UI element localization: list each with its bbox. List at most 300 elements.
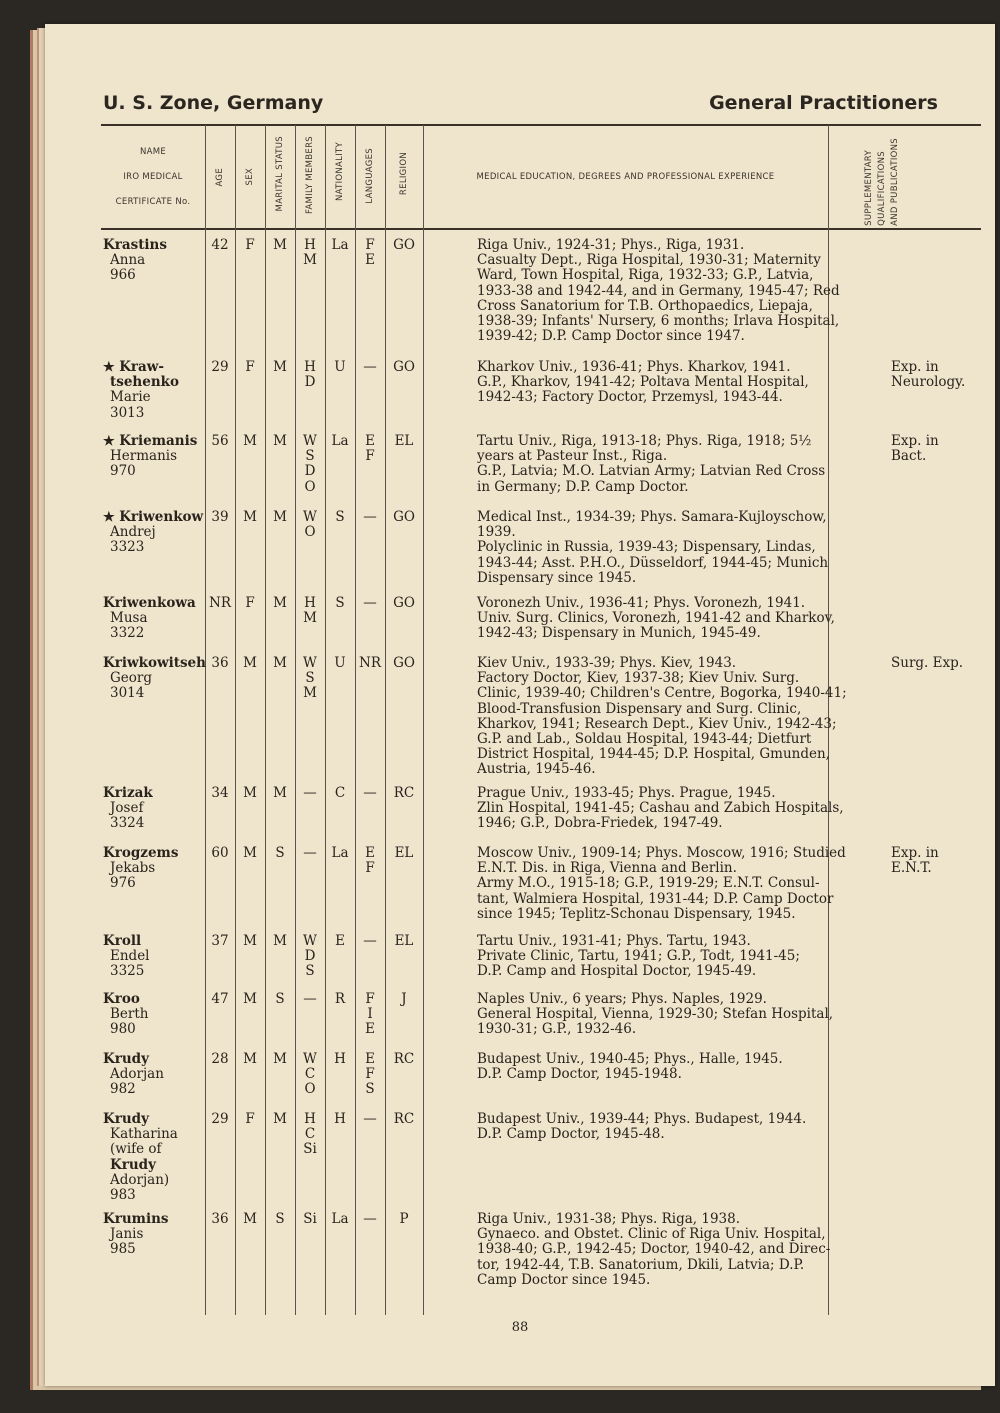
entry-surname: Kroll (103, 933, 142, 949)
entry-languages-line: E (365, 433, 375, 449)
entry-education-line: 1939-42; D.P. Camp Doctor since 1947. (477, 328, 745, 345)
entry-education (477, 1112, 873, 1142)
entry-age: 37 (211, 933, 229, 949)
entry-age: 34 (211, 785, 229, 801)
entry-name-line: Janis (110, 1226, 144, 1243)
star-icon: ★ (103, 510, 120, 525)
entry-religion: EL (394, 433, 414, 449)
entry-name-block (103, 1212, 215, 1258)
entry-education-line: Camp Doctor since 1945. (477, 1271, 651, 1288)
entry-languages (355, 992, 385, 1038)
entry-family-line: Si (303, 1141, 317, 1158)
entry-name-line: Anna (110, 252, 146, 269)
entry-age: 47 (211, 991, 229, 1007)
entry-name-line: 976 (110, 875, 136, 892)
column-header-education-label: MEDICAL EDUCATION, DEGREES AND PROFESSIONAL EXPERIENCE (476, 172, 775, 182)
entry-education-line: Casualty Dept., Riga Hospital, 1930-31; Maternity (477, 252, 821, 269)
entry-name-line: Endel (110, 948, 150, 965)
entry-name-line: Jekabs (110, 860, 156, 877)
entry-surname: Kroo (103, 991, 140, 1007)
entry-education-line: 1938-39; Infants' Nursery, 6 months; Irlava Hospital, (477, 313, 840, 330)
column-header-supp-line1: SUPPLEMENTARY (863, 150, 874, 226)
column-header-nationality (325, 126, 355, 228)
column-header-name-line1: NAME (139, 146, 167, 157)
entry-languages (355, 510, 385, 525)
entry-education (477, 934, 873, 980)
entry-age: 39 (211, 509, 229, 525)
divider-nationality (355, 125, 356, 1315)
entry-nationality: La (331, 433, 349, 449)
column-header-supp-line3: AND PUBLICATIONS (889, 138, 900, 226)
entry-marital: M (273, 359, 287, 375)
column-header-sex (235, 126, 265, 228)
entry-education (477, 1052, 873, 1082)
entry-family-line: H (304, 359, 316, 375)
entry-family (295, 238, 325, 268)
entry-age: 56 (211, 433, 229, 449)
entry-name-block (103, 846, 215, 892)
entry-family-line: C (304, 1066, 316, 1083)
entry-family (295, 1052, 325, 1098)
entry-nationality: E (335, 933, 345, 949)
entry-sex: F (245, 1111, 255, 1127)
entry-languages-line: E (365, 1051, 375, 1067)
entry-education-line: District Hospital, 1944-45; D.P. Hospital, Gmunden, (477, 746, 830, 763)
entry-nationality: H (334, 1111, 346, 1127)
column-header-marital-label: MARITAL STATUS (275, 136, 285, 212)
entry-sex: M (243, 1211, 257, 1227)
entry-languages-line: F (365, 991, 375, 1007)
entry-family-line: O (304, 1081, 316, 1098)
entry-education (477, 1212, 873, 1288)
entry-education-line: Kiev Univ., 1933-39; Phys. Kiev, 1943. (477, 655, 737, 671)
entry-languages-line: — (363, 595, 377, 611)
entry-education-line: 1933-38 and 1942-44, and in Germany, 1945-47; Red (477, 282, 840, 299)
entry-religion: P (399, 1211, 409, 1227)
entry-sex: M (243, 433, 257, 449)
entry-surname: Kriwenkow (119, 509, 204, 525)
entry-name-line: 980 (110, 1021, 136, 1038)
column-header-languages (355, 126, 385, 228)
entry-education-line: G.P. and Lab., Soldau Hospital, 1943-44; Dietfurt (477, 731, 812, 748)
entry-education-line: Riga Univ., 1931-38; Phys. Riga, 1938. (477, 1211, 741, 1227)
entry-education-line: tant, Walmiera Hospital, 1931-44; D.P. Camp Doctor (477, 890, 834, 907)
entry-education-line: Cross Sanatorium for T.B. Orthopaedics, Liepaja, (477, 297, 813, 314)
entry-education-line: G.P., Latvia; M.O. Latvian Army; Latvian Red Cross (477, 463, 826, 480)
entry-education-line: Factory Doctor, Kiev, 1937-38; Kiev Univ. Surg. (477, 670, 800, 687)
entry-languages-line: S (365, 1081, 375, 1098)
entry-name-line: (wife of (110, 1141, 162, 1158)
entry-age: 42 (211, 237, 229, 253)
entry-education-line: years at Pasteur Inst., Riga. (477, 448, 668, 465)
page (45, 24, 995, 1386)
entry-name-block (103, 934, 215, 980)
column-header-name (101, 126, 205, 228)
entry-name-line: 3013 (110, 404, 145, 421)
entry-education-line: Army M.O., 1915-18; G.P., 1919-29; E.N.T. Consul- (477, 875, 820, 892)
entry-surname: Kriwenkowa (103, 595, 196, 611)
entry-surname: Kriemanis (119, 433, 198, 449)
entry-family (295, 656, 325, 702)
entry-languages-line: NR (359, 655, 381, 671)
entry-name-line: Krudy (110, 1156, 156, 1173)
entry-education-line: Kharkov, 1941; Research Dept., Kiev Univ., 1942-43; (477, 715, 837, 732)
star-icon: ★ (103, 360, 120, 375)
entry-nationality: S (335, 595, 345, 611)
entry-name-line: 982 (110, 1081, 136, 1098)
entry-education-line: 1939. (477, 524, 516, 541)
entry-education (477, 238, 873, 344)
entry-religion: GO (393, 509, 415, 525)
entry-sex: F (245, 237, 255, 253)
entry-languages-line: — (363, 509, 377, 525)
entry-education-line: E.N.T. Dis. in Riga, Vienna and Berlin. (477, 860, 737, 877)
entry-family-line: O (304, 478, 316, 495)
entry-education-line: Clinic, 1939-40; Children's Centre, Bogorka, 1940-41; (477, 685, 847, 702)
entry-education-line: Prague Univ., 1933-45; Phys. Prague, 1945. (477, 785, 776, 801)
entry-age: 28 (211, 1051, 229, 1067)
header-zone-title: U. S. Zone, Germany (103, 92, 324, 114)
entry-supp (891, 656, 991, 671)
entry-family-line: W (303, 509, 317, 525)
entry-family (295, 934, 325, 980)
entry-sex: M (243, 655, 257, 671)
entry-sex: F (245, 595, 255, 611)
entry-languages-line: — (363, 785, 377, 801)
entry-sex: M (243, 845, 257, 861)
entry-languages (355, 786, 385, 801)
entry-family-line: M (303, 685, 317, 702)
entry-education-line: D.P. Camp and Hospital Doctor, 1945-49. (477, 963, 757, 980)
entry-education (477, 846, 873, 922)
entry-languages (355, 934, 385, 949)
entry-family (295, 596, 325, 626)
column-header-sex-label: SEX (245, 168, 255, 186)
entry-marital: M (273, 655, 287, 671)
entry-sex: M (243, 933, 257, 949)
entry-age: NR (209, 595, 231, 611)
entry-family (295, 1112, 325, 1158)
entry-education-line: 1938-40; G.P., 1942-45; Doctor, 1940-42, and Direc- (477, 1241, 831, 1258)
divider-languages (385, 125, 386, 1315)
entry-languages-line: I (367, 1006, 373, 1023)
entry-nationality: H (334, 1051, 346, 1067)
entry-name-line: 3325 (110, 963, 145, 980)
entry-nationality: U (334, 359, 346, 375)
entry-family-line: — (303, 785, 317, 801)
column-header-supp-line2: QUALIFICATIONS (876, 151, 887, 226)
entry-family (295, 360, 325, 390)
column-header-age (205, 126, 235, 228)
entry-religion: RC (393, 1051, 415, 1067)
entry-supp-line: Surg. Exp. (891, 655, 964, 671)
entry-name-line: Adorjan) (110, 1171, 170, 1188)
entry-education (477, 434, 873, 495)
entry-education-line: Tartu Univ., 1931-41; Phys. Tartu, 1943. (477, 933, 751, 949)
entry-family-line: W (303, 655, 317, 671)
entry-name-block (103, 992, 215, 1038)
entry-family-line: D (304, 463, 316, 480)
entry-languages (355, 596, 385, 611)
entry-languages-line: — (363, 933, 377, 949)
page-number: 88 (511, 1320, 529, 1335)
entry-marital: M (273, 933, 287, 949)
entry-education-line: Naples Univ., 6 years; Phys. Naples, 1929. (477, 991, 767, 1007)
entry-education-line: 1942-43; Factory Doctor, Przemysl, 1943-44. (477, 389, 783, 406)
entry-name-block (103, 1112, 215, 1203)
entry-education-line: Moscow Univ., 1909-14; Phys. Moscow, 1916; Studied (477, 845, 846, 861)
entry-supp-line: Bact. (891, 448, 927, 465)
entry-marital: M (273, 509, 287, 525)
entry-name-block (103, 434, 215, 480)
entry-education-line: 1946; G.P., Dobra-Friedek, 1947-49. (477, 815, 723, 832)
entry-family-line: — (303, 845, 317, 861)
entry-education (477, 510, 873, 586)
entry-family-line: D (304, 374, 316, 391)
entry-education (477, 360, 873, 406)
entry-supp-line: Exp. in (891, 359, 939, 375)
entry-nationality: La (331, 237, 349, 253)
entry-education-line: Zlin Hospital, 1941-45; Cashau and Zabich Hospitals, (477, 800, 844, 817)
entry-education-line: Medical Inst., 1934-39; Phys. Samara-Kujloyschow, (477, 509, 827, 525)
entry-family-line: S (305, 963, 315, 980)
entry-marital: M (273, 595, 287, 611)
entry-education-line: Univ. Surg. Clinics, Voronezh, 1941-42 and Kharkov, (477, 610, 835, 627)
entry-languages (355, 1112, 385, 1127)
entry-languages-line: — (363, 1111, 377, 1127)
column-header-education (424, 126, 827, 228)
entry-education-line: since 1945; Teplitz-Schonau Dispensary, 1945. (477, 905, 796, 922)
entry-religion: J (401, 991, 407, 1007)
entry-surname: Krogzems (103, 845, 179, 861)
entry-languages (355, 1052, 385, 1098)
entry-family-line: H (304, 595, 316, 611)
entry-name-line: Berth (110, 1006, 149, 1023)
entry-family-line: S (305, 448, 315, 465)
entry-education-line: Kharkov Univ., 1936-41; Phys. Kharkov, 1941. (477, 359, 791, 375)
entry-age: 36 (211, 655, 229, 671)
entry-education-line: Voronezh Univ., 1936-41; Phys. Voronezh, 1941. (477, 595, 806, 611)
entry-education-line: Gynaeco. and Obstet. Clinic of Riga Univ. Hospital, (477, 1226, 826, 1243)
entry-languages-line: E (365, 252, 375, 269)
column-header-nationality-label: NATIONALITY (335, 142, 345, 202)
column-header-religion-label: RELIGION (399, 152, 409, 196)
entry-surname: Krudy (103, 1111, 149, 1127)
entry-education-line: 1943-44; Asst. P.H.O., Düsseldorf, 1944-45; Munich (477, 554, 829, 571)
entry-family (295, 510, 325, 540)
entry-age: 36 (211, 1211, 229, 1227)
entry-marital: S (275, 991, 285, 1007)
entry-languages (355, 360, 385, 375)
entry-surname: Krizak (103, 785, 153, 801)
entry-marital: S (275, 1211, 285, 1227)
column-header-marital-status (265, 126, 295, 228)
entry-education-line: Budapest Univ., 1940-45; Phys., Halle, 1945. (477, 1051, 783, 1067)
entry-name-line: 3323 (110, 539, 145, 556)
entry-religion: GO (393, 595, 415, 611)
entry-age: 60 (211, 845, 229, 861)
entry-marital: M (273, 1051, 287, 1067)
column-header-languages-label: LANGUAGES (365, 148, 375, 204)
entry-languages-line: — (363, 359, 377, 375)
entry-religion: EL (394, 845, 414, 861)
entry-marital: M (273, 1111, 287, 1127)
entry-education-line: General Hospital, Vienna, 1929-30; Stefan Hospital, (477, 1006, 834, 1023)
entry-education-line: Ward, Town Hospital, Riga, 1932-33; G.P., Latvia, (477, 267, 814, 284)
entry-family (295, 434, 325, 495)
entry-languages (355, 238, 385, 268)
entry-languages-line: E (365, 845, 375, 861)
column-header-supplementary (828, 126, 935, 228)
entry-surname: Krastins (103, 237, 167, 253)
entry-family (295, 846, 325, 861)
entry-religion: EL (394, 933, 414, 949)
entry-education-line: Budapest Univ., 1939-44; Phys. Budapest, 1944. (477, 1111, 807, 1127)
entry-name-line: Georg (110, 670, 152, 687)
entry-family-line: M (303, 610, 317, 627)
entry-name-line: Musa (110, 610, 148, 627)
entry-education (477, 786, 873, 832)
entry-family-line: W (303, 933, 317, 949)
entry-age: 29 (211, 1111, 229, 1127)
entry-languages (355, 1212, 385, 1227)
entry-sex: M (243, 509, 257, 525)
entry-family-line: S (305, 670, 315, 687)
entry-family (295, 992, 325, 1007)
entry-education-line: Dispensary since 1945. (477, 569, 637, 586)
entry-education-line: Private Clinic, Tartu, 1941; G.P., Todt, 1941-45; (477, 948, 800, 965)
entry-family-line: O (304, 524, 316, 541)
entry-nationality: U (334, 655, 346, 671)
entry-name-line: Adorjan (110, 1066, 164, 1083)
column-header-family-members (295, 126, 325, 228)
entry-nationality: La (331, 1211, 349, 1227)
entry-family-line: W (303, 433, 317, 449)
entry-religion: GO (393, 237, 415, 253)
entry-surname: Kraw- (119, 359, 165, 375)
entry-family (295, 1212, 325, 1227)
entry-religion: RC (393, 785, 415, 801)
entry-name-block (103, 238, 215, 284)
column-header-name-line2: IRO MEDICAL (123, 171, 183, 182)
entry-nationality: C (334, 785, 346, 801)
star-icon: ★ (103, 434, 120, 449)
entry-nationality: La (331, 845, 349, 861)
entry-supp-line: E.N.T. (891, 860, 932, 877)
entry-name-line: tsehenko (110, 374, 180, 391)
entry-religion: GO (393, 655, 415, 671)
entry-family (295, 786, 325, 801)
entry-languages-line: — (363, 1211, 377, 1227)
column-header-family-label: FAMILY MEMBERS (305, 136, 315, 215)
header-section-title: General Practitioners (709, 92, 938, 114)
entry-name-line: Katharina (110, 1126, 178, 1143)
entry-sex: M (243, 991, 257, 1007)
entry-education-line: Tartu Univ., Riga, 1913-18; Phys. Riga, 1918; 5½ (477, 433, 812, 449)
entry-languages (355, 434, 385, 464)
entry-supp (891, 434, 991, 464)
header-rule-bottom (101, 228, 981, 230)
entry-languages (355, 846, 385, 876)
entry-languages-line: F (365, 860, 375, 877)
entry-languages-line: F (365, 448, 375, 465)
entry-family-line: Si (303, 1211, 317, 1227)
entry-name-line: 985 (110, 1241, 136, 1258)
divider-age (235, 125, 236, 1315)
divider-family (325, 125, 326, 1315)
entry-education (477, 656, 873, 778)
entry-education-line: Blood-Transfusion Dispensary and Surg. Clinic, (477, 700, 802, 717)
column-header-age-label: AGE (215, 168, 225, 187)
entry-name-block (103, 596, 215, 642)
entry-nationality: S (335, 509, 345, 525)
entry-name-line: 970 (110, 463, 136, 480)
entry-name-line: Andrej (110, 524, 156, 541)
entry-education-line: D.P. Camp Doctor, 1945-1948. (477, 1066, 682, 1083)
entry-languages-line: F (365, 237, 375, 253)
entry-name-block (103, 1052, 215, 1098)
entry-education-line: Riga Univ., 1924-31; Phys., Riga, 1931. (477, 237, 745, 253)
entry-languages-line: F (365, 1066, 375, 1083)
entry-languages-line: E (365, 1021, 375, 1038)
entry-age: 29 (211, 359, 229, 375)
entry-supp (891, 360, 991, 390)
entry-family-line: D (304, 948, 316, 965)
entry-education-line: 1942-43; Dispensary in Munich, 1945-49. (477, 625, 761, 642)
column-header-religion (385, 126, 423, 228)
entry-education-line: G.P., Kharkov, 1941-42; Poltava Mental Hospital, (477, 374, 809, 391)
entry-name-line: 3322 (110, 625, 145, 642)
entry-name-block (103, 656, 215, 702)
entry-education-line: Austria, 1945-46. (477, 761, 596, 778)
entry-supp-line: Exp. in (891, 433, 939, 449)
entry-education-line: D.P. Camp Doctor, 1945-48. (477, 1126, 665, 1143)
entry-education-line: Polyclinic in Russia, 1939-43; Dispensary, Lindas, (477, 539, 816, 556)
entry-supp-line: Neurology. (891, 374, 966, 391)
entry-family-line: — (303, 991, 317, 1007)
entry-supp-line: Exp. in (891, 845, 939, 861)
entry-family-line: H (304, 1111, 316, 1127)
entry-surname: Krudy (103, 1051, 149, 1067)
entry-surname: Krumins (103, 1211, 169, 1227)
entry-religion: GO (393, 359, 415, 375)
entry-education (477, 596, 873, 642)
entry-supp (891, 846, 991, 876)
entry-name-line: Josef (110, 800, 144, 817)
entry-sex: M (243, 785, 257, 801)
entry-name-line: Marie (110, 389, 151, 406)
entry-name-line: 983 (110, 1187, 136, 1204)
entry-surname: Kriwkowitseh (103, 655, 206, 671)
entry-family-line: M (303, 252, 317, 269)
entry-name-line: 3324 (110, 815, 145, 832)
entry-marital: M (273, 433, 287, 449)
entry-family-line: W (303, 1051, 317, 1067)
entry-name-block (103, 360, 215, 421)
entry-family-line: H (304, 237, 316, 253)
entry-religion: RC (393, 1111, 415, 1127)
entry-education (477, 992, 873, 1038)
entry-sex: M (243, 1051, 257, 1067)
entry-name-block (103, 510, 215, 556)
entry-name-line: Hermanis (110, 448, 178, 465)
entry-marital: M (273, 237, 287, 253)
entry-education-line: 1930-31; G.P., 1932-46. (477, 1021, 637, 1038)
divider-sex (265, 125, 266, 1315)
entry-name-line: 966 (110, 267, 136, 284)
entry-sex: F (245, 359, 255, 375)
entry-education-line: in Germany; D.P. Camp Doctor. (477, 478, 689, 495)
